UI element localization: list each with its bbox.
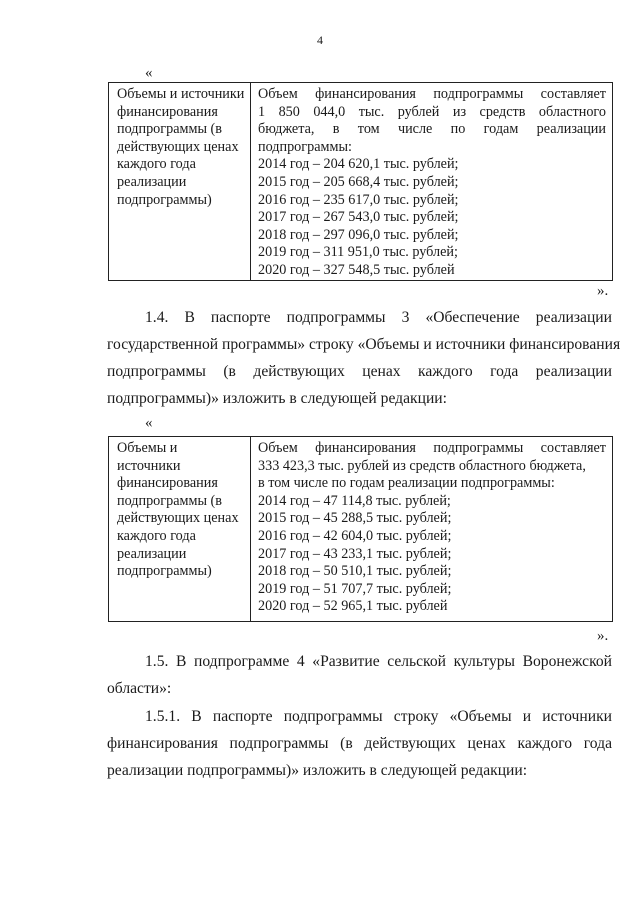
opening-quote: «: [145, 415, 153, 431]
table-label-line: каждого года: [117, 527, 196, 544]
paragraph-line: подпрограммы)» изложить в следующей редакции:: [107, 390, 447, 407]
table-year-line: 2015 год – 205 668,4 тыс. рублей;: [258, 173, 459, 190]
table-text-line: 1 850 044,0 тыс. рублей из средств областного: [258, 103, 606, 120]
paragraph-line: финансирования подпрограммы (в действующих ценах каждого года: [107, 735, 612, 752]
table-value-cell: [251, 83, 613, 281]
funding-table-subprogram-3: [108, 436, 613, 622]
table-year-line: 2019 год – 311 951,0 тыс. рублей;: [258, 244, 458, 261]
funding-table-subprogram-2: [108, 82, 613, 281]
table-year-line: 2020 год – 52 965,1 тыс. рублей: [258, 598, 448, 615]
table-label-line: подпрограммы (в: [117, 492, 222, 509]
table-text-line: Объем финансирования подпрограммы составляет: [258, 440, 606, 456]
table-year-line: 2014 год – 204 620,1 тыс. рублей;: [258, 156, 459, 173]
closing-quote: ».: [597, 283, 609, 299]
table-year-line: 2016 год – 42 604,0 тыс. рублей;: [258, 527, 452, 544]
table-year-line: 2019 год – 51 707,7 тыс. рублей;: [258, 580, 452, 597]
table-text-line: бюджета, в том числе по годам реализации: [258, 121, 606, 138]
table-label-line: подпрограммы (в: [117, 121, 222, 138]
table-text-line: 333 423,3 тыс. рублей из средств областного бюджета,: [258, 457, 586, 474]
paragraph-line: 1.4. В паспорте подпрограммы 3 «Обеспечение реализации: [145, 309, 612, 326]
table-label-line: подпрограммы): [117, 191, 212, 208]
table-label-line: действующих ценах: [117, 138, 239, 155]
opening-quote: «: [145, 65, 153, 81]
paragraph-line: 1.5. В подпрограмме 4 «Развитие сельской культуры Воронежской: [145, 653, 612, 670]
table-year-line: 2020 год – 327 548,5 тыс. рублей: [258, 261, 455, 278]
paragraph-1-5: [107, 648, 612, 702]
paragraph-line: области»:: [107, 680, 172, 697]
paragraph-line: подпрограммы (в действующих ценах каждого года реализации: [107, 363, 612, 380]
paragraph-line: государственной программы» строку «Объемы и источники финансирования: [107, 336, 621, 353]
page-number: 4: [317, 33, 323, 47]
paragraph-1-5-1: [107, 703, 612, 784]
table-label-line: Объемы и: [117, 440, 178, 456]
table-label-line: источники: [117, 457, 181, 474]
table-year-line: 2016 год – 235 617,0 тыс. рублей;: [258, 191, 459, 208]
paragraph-line: 1.5.1. В паспорте подпрограммы строку «Объемы и источники: [145, 708, 612, 725]
paragraph-line: реализации подпрограммы)» изложить в следующей редакции:: [107, 762, 528, 779]
table-label-line: реализации: [117, 545, 187, 562]
table-year-line: 2015 год – 45 288,5 тыс. рублей;: [258, 510, 452, 527]
table-label-line: действующих ценах: [117, 510, 239, 527]
table-year-line: 2018 год – 297 096,0 тыс. рублей;: [258, 226, 459, 243]
table-label-cell: [109, 437, 251, 622]
table-label-line: Объемы и источники: [117, 86, 245, 102]
closing-quote: ».: [597, 628, 609, 644]
table-label-line: каждого года: [117, 156, 196, 173]
table-year-line: 2017 год – 267 543,0 тыс. рублей;: [258, 209, 459, 226]
table-label-line: финансирования: [117, 475, 218, 492]
table-text-line: Объем финансирования подпрограммы составляет: [258, 86, 606, 102]
table-value-cell: [251, 437, 613, 622]
table-year-line: 2017 год – 43 233,1 тыс. рублей;: [258, 545, 452, 562]
table-label-line: подпрограммы): [117, 563, 212, 580]
table-text-line: в том числе по годам реализации подпрограммы:: [258, 475, 555, 492]
table-year-line: 2014 год – 47 114,8 тыс. рублей;: [258, 492, 451, 509]
table-label-line: реализации: [117, 173, 187, 190]
paragraph-1-4: [107, 304, 621, 412]
table-year-line: 2018 год – 50 510,1 тыс. рублей;: [258, 563, 452, 580]
table-label-cell: [109, 83, 251, 281]
table-text-line: подпрограммы:: [258, 138, 352, 155]
table-label-line: финансирования: [117, 103, 218, 120]
